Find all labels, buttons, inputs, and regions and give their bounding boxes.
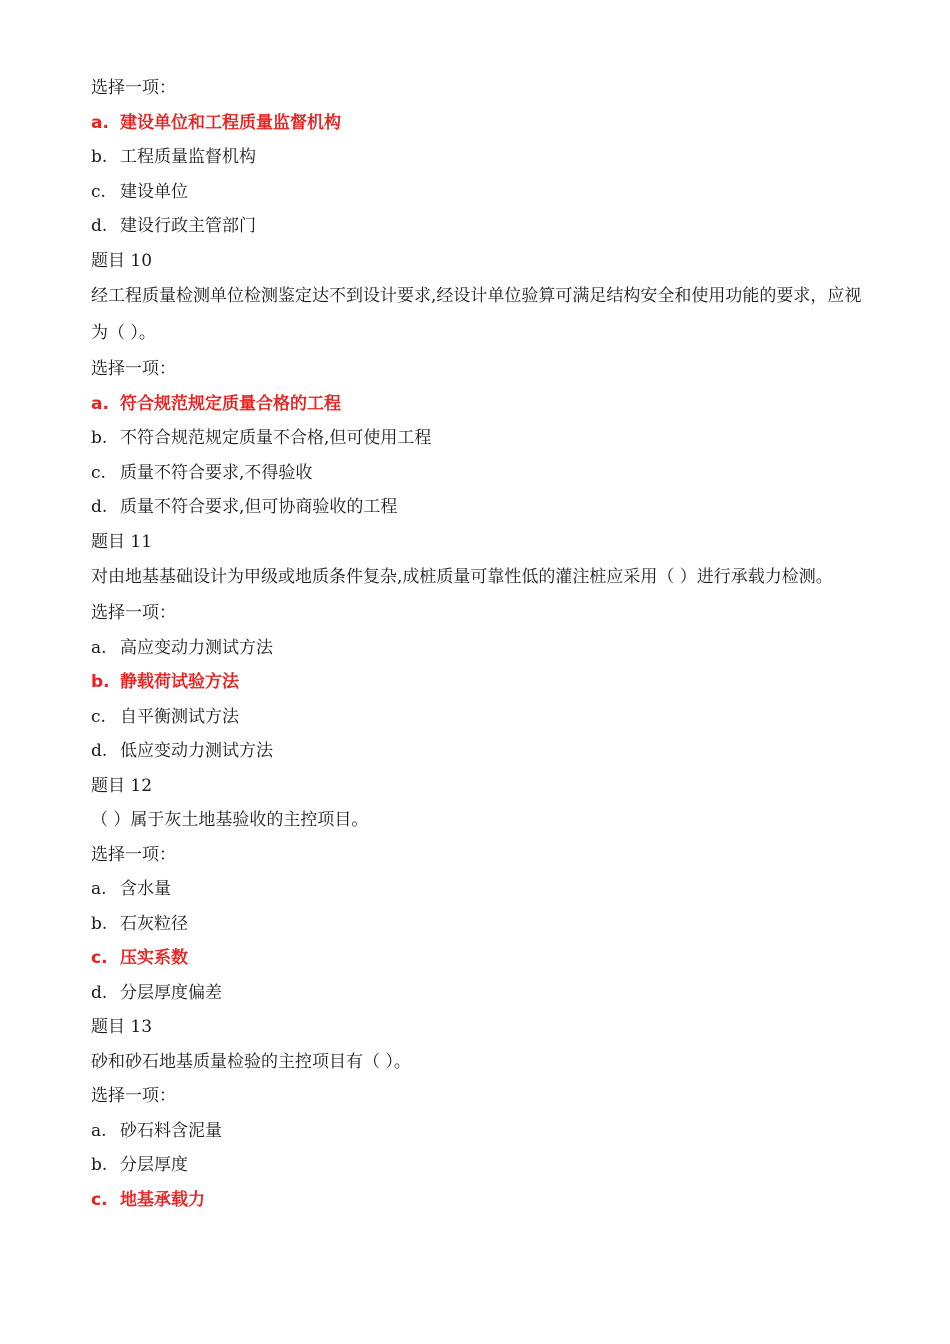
choose-one-prompt: 选择一项： xyxy=(91,1086,176,1106)
option-a-correct xyxy=(91,387,866,422)
choose-one-prompt: 选择一项： xyxy=(91,603,176,623)
document-page xyxy=(91,71,866,1217)
option-text: 含水量 xyxy=(120,879,171,899)
option-b xyxy=(91,1148,866,1183)
choose-one-prompt: 选择一项： xyxy=(91,844,176,865)
option-text: 低应变动力测试方法 xyxy=(120,741,273,761)
option-b xyxy=(91,907,866,942)
option-d xyxy=(91,209,866,244)
question-stem: 砂和砂石地基质量检验的主控项目有（ ）。 xyxy=(91,1051,411,1072)
option-text: 质量不符合要求,但可协商验收的工程 xyxy=(120,497,398,517)
option-text: 自平衡测试方法 xyxy=(120,706,239,727)
option-letter: c. xyxy=(91,948,108,968)
option-text: 分层厚度偏差 xyxy=(120,982,222,1003)
option-text: 建设行政主管部门 xyxy=(120,216,256,236)
option-letter: d. xyxy=(91,497,108,517)
option-text: 符合规范规定质量合格的工程 xyxy=(120,393,341,414)
option-letter: b. xyxy=(91,428,108,448)
option-letter: b. xyxy=(91,147,108,167)
option-d xyxy=(91,976,866,1011)
question-title: 题目 13 xyxy=(91,1017,153,1037)
option-letter: a. xyxy=(91,1120,107,1141)
question-stem: 经工程质量检测单位检测鉴定达不到设计要求,经设计单位验算可满足结构安全和使用功能的要求，应视为（ ）。 xyxy=(91,286,862,343)
option-d xyxy=(91,734,866,769)
option-letter: a. xyxy=(91,112,109,133)
option-letter: c. xyxy=(91,706,106,727)
option-text: 分层厚度 xyxy=(120,1155,188,1175)
option-letter: b. xyxy=(91,1155,108,1175)
option-c-correct xyxy=(91,941,866,976)
question-stem: （ ）属于灰土地基验收的主控项目。 xyxy=(91,810,369,830)
option-d xyxy=(91,490,866,525)
question-title: 题目 12 xyxy=(91,775,153,796)
option-text: 建设单位和工程质量监督机构 xyxy=(120,112,341,133)
option-letter: a. xyxy=(91,879,107,899)
option-c xyxy=(91,456,866,491)
option-text: 地基承载力 xyxy=(120,1189,205,1210)
option-text: 砂石料含泥量 xyxy=(120,1120,222,1141)
option-text: 石灰粒径 xyxy=(120,913,188,934)
option-text: 工程质量监督机构 xyxy=(120,147,256,167)
option-letter: a. xyxy=(91,637,107,658)
option-a-correct xyxy=(91,106,866,141)
option-b-correct xyxy=(91,665,866,700)
option-letter: c. xyxy=(91,1189,108,1210)
option-letter: c. xyxy=(91,181,106,202)
option-text: 高应变动力测试方法 xyxy=(120,637,273,658)
option-text: 建设单位 xyxy=(120,181,188,202)
option-a xyxy=(91,1114,866,1149)
choose-one-prompt: 选择一项： xyxy=(91,359,176,379)
option-letter: b. xyxy=(91,913,108,934)
option-text: 静载荷试验方法 xyxy=(120,672,239,692)
question-title: 题目 11 xyxy=(91,531,153,552)
option-c-correct xyxy=(91,1183,866,1218)
option-letter: d. xyxy=(91,741,108,761)
choose-one-prompt: 选择一项： xyxy=(91,78,176,98)
option-letter: c. xyxy=(91,462,106,483)
question-stem: 对由地基基础设计为甲级或地质条件复杂,成桩质量可靠性低的灌注桩应采用（ ）进行承载力检测。 xyxy=(91,567,833,587)
option-b xyxy=(91,140,866,175)
question-title: 题目 10 xyxy=(91,250,153,271)
option-c xyxy=(91,175,866,210)
option-b xyxy=(91,421,866,456)
option-letter: d. xyxy=(91,982,108,1003)
option-text: 质量不符合要求,不得验收 xyxy=(120,462,313,483)
option-text: 不符合规范规定质量不合格,但可使用工程 xyxy=(120,428,432,448)
option-a xyxy=(91,872,866,907)
option-letter: a. xyxy=(91,393,109,414)
option-letter: b. xyxy=(91,672,110,692)
option-a xyxy=(91,631,866,666)
option-c xyxy=(91,700,866,735)
option-letter: d. xyxy=(91,216,108,236)
option-text: 压实系数 xyxy=(120,948,188,968)
